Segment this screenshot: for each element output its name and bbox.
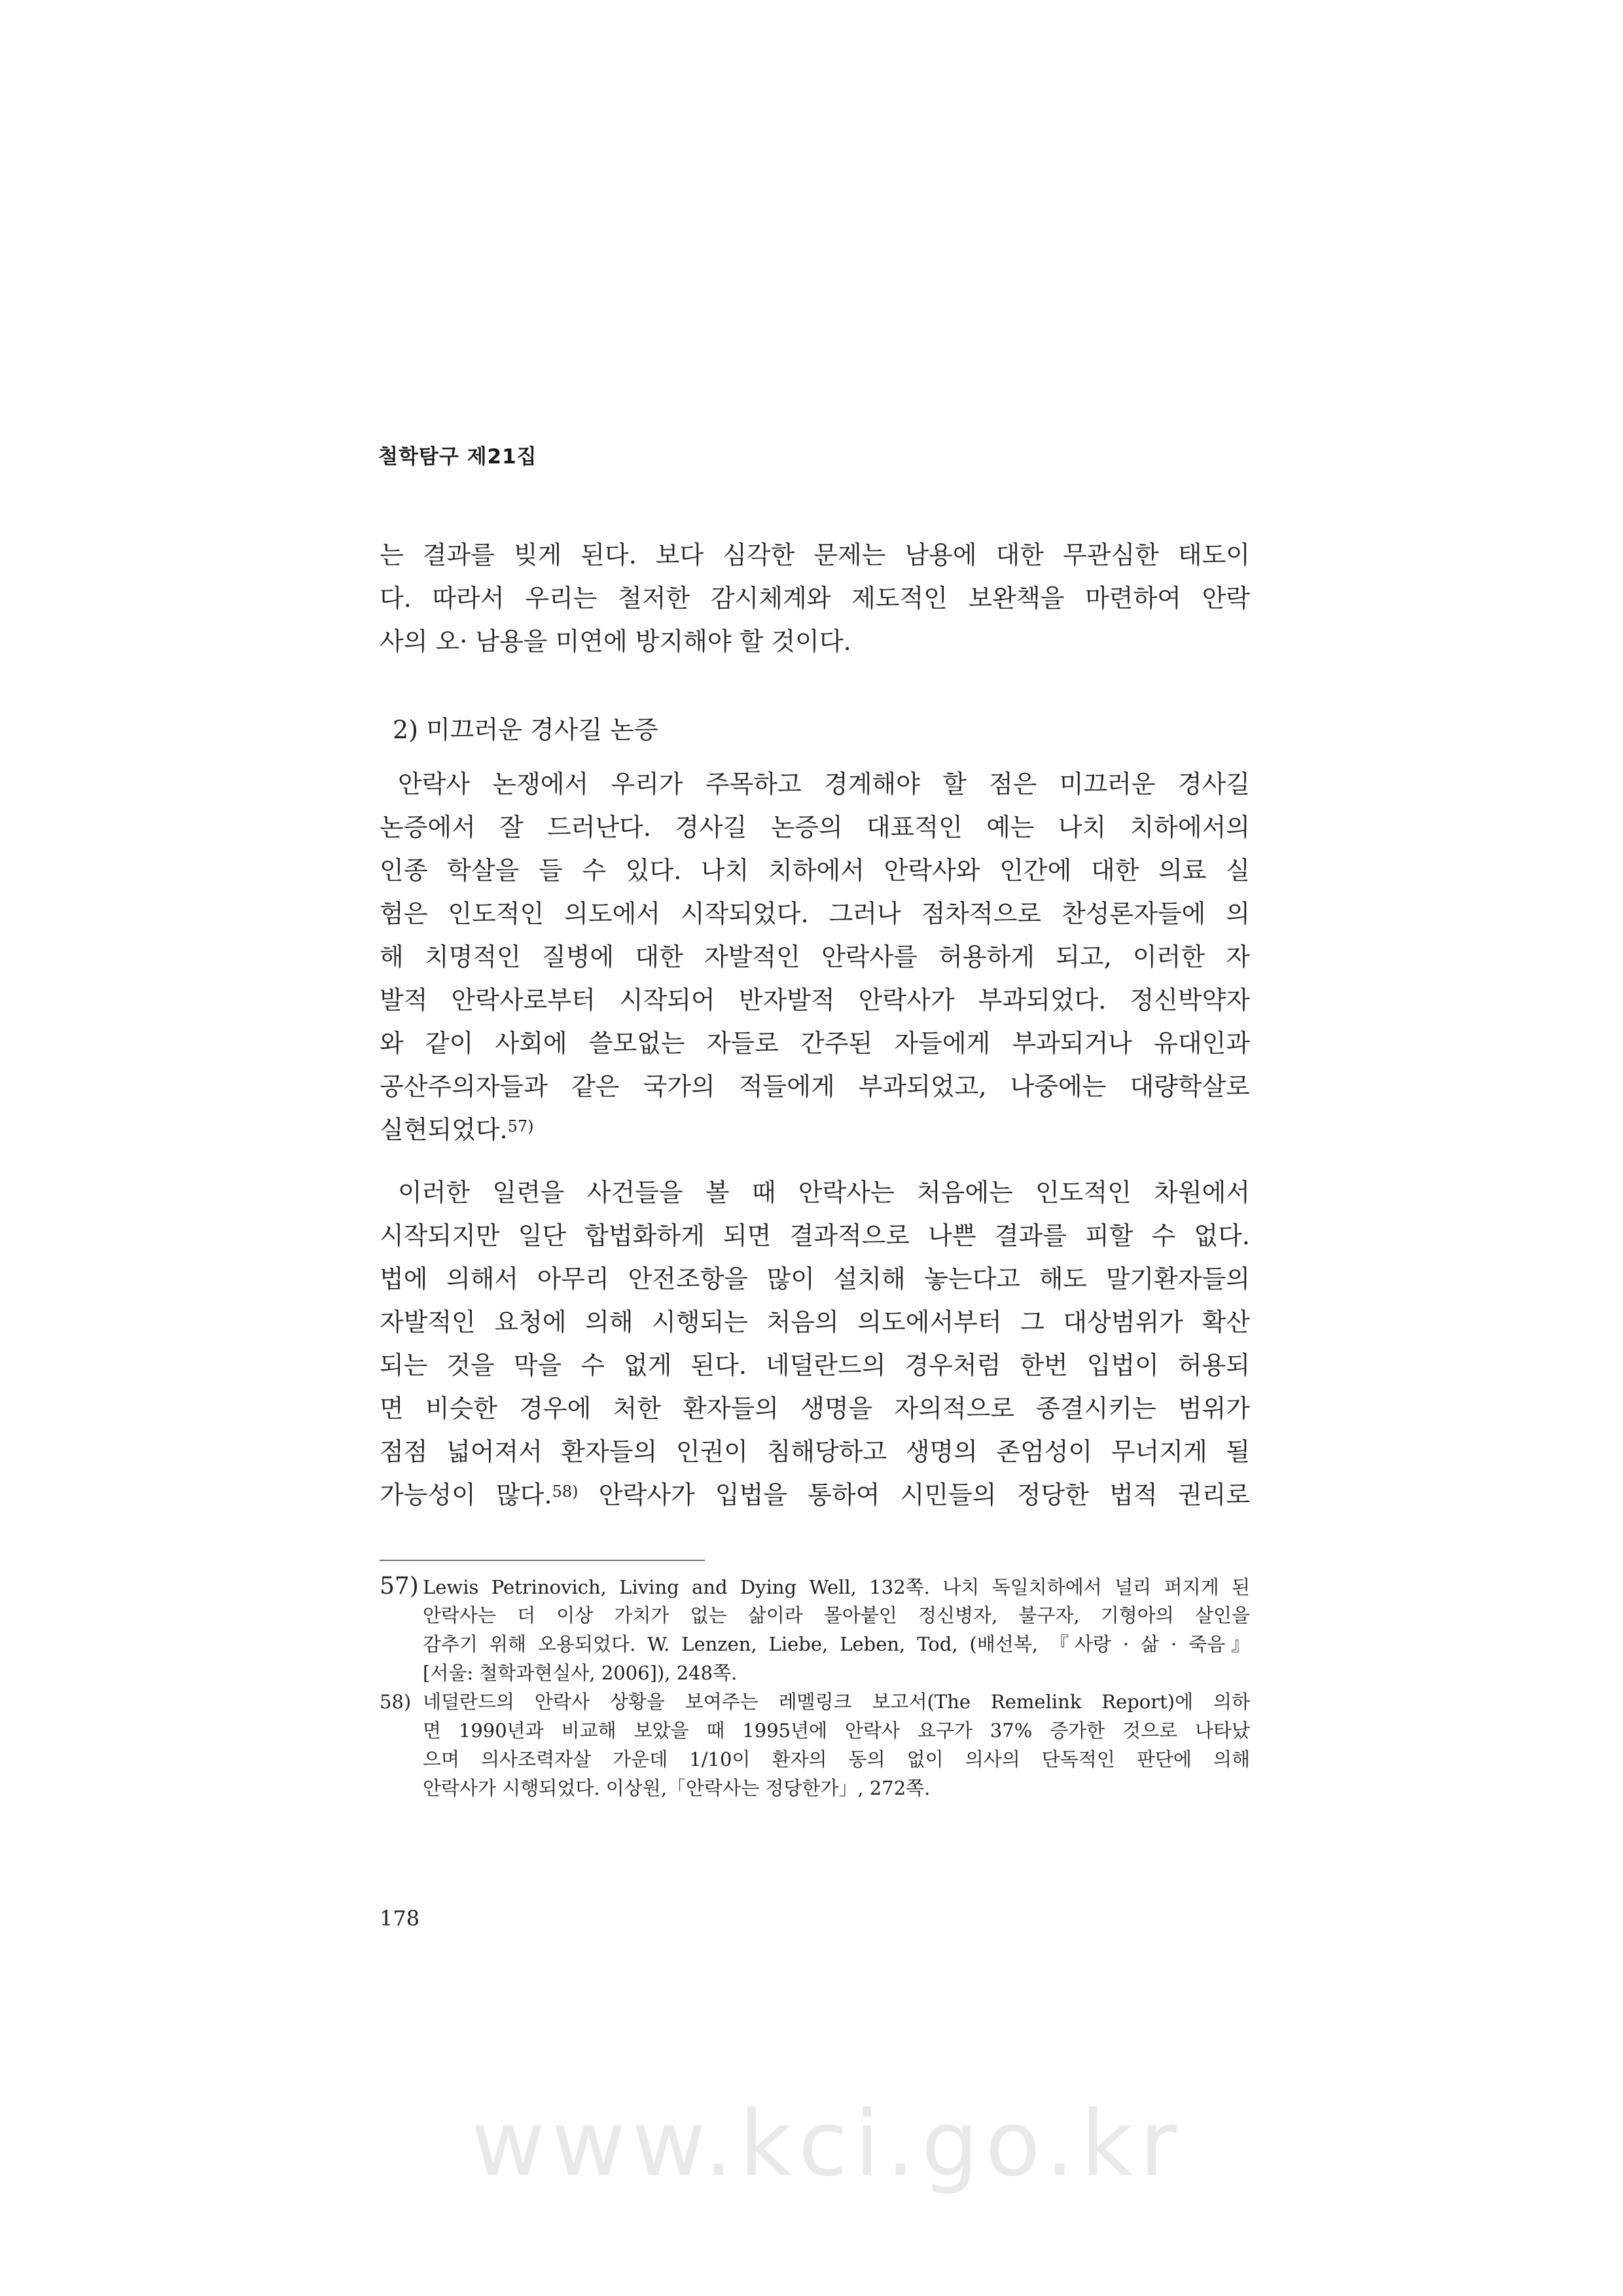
text-span: 가능성이 많다. xyxy=(380,1480,552,1509)
paragraph-3 xyxy=(380,1171,1250,1516)
text-line: 논증에서 잘 드러난다. 경사길 논증의 대표적인 예는 나치 치하에서의 xyxy=(380,813,1250,842)
footnote-57 xyxy=(380,1572,1250,1687)
footnote-line: 감추기 위해 오용되었다. W. Lenzen, Liebe, Leben, Tod, (배선복, 『사랑 · 삶 · 죽음』 xyxy=(423,1633,1250,1655)
text-line: 인종 학살을 들 수 있다. 나치 치하에서 안락사와 인간에 대한 의료 실 xyxy=(380,856,1250,885)
footnote-line: 안락사가 시행되었다. 이상원,「안락사는 정당한가」, 272쪽. xyxy=(423,1777,931,1799)
footnote-ref-58[interactable]: 58) xyxy=(552,1482,579,1501)
watermark: www.kci.go.kr xyxy=(471,2091,1183,2197)
footnote-line: 면 1990년과 비교해 보았을 때 1995년에 안락사 요구가 37% 증가한 것으로 나타났 xyxy=(423,1719,1250,1742)
footnote-ref-57[interactable]: 57) xyxy=(507,1117,534,1136)
text-line: 점점 넓어져서 환자들의 인권이 침해당하고 생명의 존엄성이 무너지게 될 xyxy=(380,1437,1250,1466)
footnote-line: [서울: 철학과현실사, 2006]), 248쪽. xyxy=(423,1662,738,1684)
text-line: 와 같이 사회에 쓸모없는 자들로 간주된 자들에게 부과되거나 유대인과 xyxy=(380,1029,1250,1058)
text-line: 시작되지만 일단 합법화하게 되면 결과적으로 나쁜 결과를 피할 수 없다. xyxy=(380,1221,1250,1250)
text-line xyxy=(380,1473,1250,1516)
text-line: 되는 것을 막을 수 없게 된다. 네덜란드의 경우처럼 한번 입법이 허용되 xyxy=(380,1351,1250,1380)
footnote-line xyxy=(380,1572,1250,1601)
text-line: 공산주의자들과 같은 국가의 적들에게 부과되었고, 나중에는 대량학살로 xyxy=(380,1072,1250,1101)
text-line: 해 치명적인 질병에 대한 자발적인 안락사를 허용하게 되고, 이러한 자 xyxy=(380,942,1250,971)
footnote-separator xyxy=(380,1560,705,1561)
text-line: 다. 따라서 우리는 철저한 감시체계와 제도적인 보완책을 마련하여 안락 xyxy=(380,584,1250,613)
text-line: 발적 안락사로부터 시작되어 반자발적 안락사가 부과되었다. 정신박약자 xyxy=(380,986,1250,1014)
footnote-line: 안락사는 더 이상 가치가 없는 삶이라 몰아붙인 정신병자, 불구자, 기형아의 살인을 xyxy=(423,1604,1250,1626)
paragraph-1 xyxy=(380,533,1250,663)
text-line: 이러한 일련을 사건들을 볼 때 안락사는 처음에는 인도적인 차원에서 xyxy=(398,1178,1250,1207)
text-line: 사의 오· 남용을 미연에 방지해야 할 것이다. xyxy=(380,627,851,656)
text-line: 법에 의해서 아무리 안전조항을 많이 설치해 놓는다고 해도 말기환자들의 xyxy=(380,1265,1250,1293)
text-line: 험은 인도적인 의도에서 시작되었다. 그러나 점차적으로 찬성론자들에 의 xyxy=(380,899,1250,928)
running-head: 철학탐구 제21집 xyxy=(378,445,537,469)
footnotes xyxy=(380,1572,1250,1803)
text-span: 안락사가 입법을 통하여 시민들의 정당한 법적 권리로 xyxy=(578,1480,1250,1509)
footnote-text: 네덜란드의 안락사 상황을 보여주는 레멜링크 보고서(The Remelink Report)에 의하 xyxy=(423,1691,1250,1713)
text-line: 자발적인 요청에 의해 시행되는 처음의 의도에서부터 그 대상범위가 확산 xyxy=(380,1308,1250,1336)
text-line: 면 비슷한 경우에 처한 환자들의 생명을 자의적으로 종결시키는 범위가 xyxy=(380,1394,1250,1423)
footnote-mark: 57) xyxy=(380,1573,419,1600)
footnote-mark: 58) xyxy=(380,1691,412,1713)
text-line: 안락사 논쟁에서 우리가 주목하고 경계해야 할 점은 미끄러운 경사길 xyxy=(398,770,1250,798)
page-number: 178 xyxy=(380,1906,420,1931)
text-line xyxy=(380,1108,1250,1151)
footnote-line xyxy=(380,1687,1250,1716)
section-heading: 2) 미끄러운 경사길 논증 xyxy=(393,715,658,744)
footnote-line: 으며 의사조력자살 가운데 1/10이 환자의 동의 없이 의사의 단독적인 판단에 의해 xyxy=(423,1748,1250,1770)
text-line: 는 결과를 빚게 된다. 보다 심각한 문제는 남용에 대한 무관심한 태도이 xyxy=(380,541,1250,569)
footnote-58 xyxy=(380,1687,1250,1803)
text-span: 실현되었다. xyxy=(380,1115,508,1144)
footnote-text: Lewis Petrinovich, Living and Dying Well, 132쪽. 나치 독일치하에서 널리 퍼지게 된 xyxy=(423,1576,1250,1598)
paragraph-2 xyxy=(380,762,1250,1151)
